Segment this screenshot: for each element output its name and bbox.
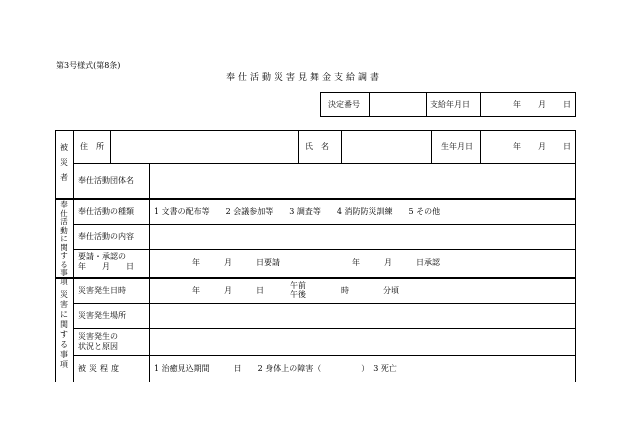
- activity-type-options[interactable]: 1 文書の配布等 2 会議参加等 3 調査等 4 消防防災訓練 5 その他: [154, 207, 441, 216]
- payment-year: 年: [513, 100, 521, 109]
- activity-content-label: 奉仕活動の内容: [78, 232, 134, 241]
- damage-degree-options[interactable]: 1 治癒見込期間 日 2 身体上の障害（ ） 3 死亡: [154, 364, 397, 373]
- name-field[interactable]: [343, 131, 430, 162]
- approval-date-label-2: 年 月 日: [78, 262, 134, 271]
- am-label: 午前: [290, 281, 306, 290]
- payment-month: 月: [538, 100, 546, 109]
- approval-date-label: 要請・承認の: [78, 252, 126, 261]
- activity-content-field[interactable]: [151, 226, 574, 248]
- payment-date-label: 支給年月日: [430, 100, 470, 109]
- payment-day: 日: [563, 100, 571, 109]
- dob-year: 年: [513, 142, 521, 151]
- form-number: 第3号様式(第8条): [56, 61, 121, 70]
- disaster-datetime-label: 災害発生日時: [78, 286, 126, 295]
- damage-degree-label: 被災程度: [78, 364, 122, 373]
- disaster-place-label: 災害発生場所: [78, 311, 126, 320]
- activity-section-label: 奉仕活動に関する事項: [60, 200, 68, 286]
- disaster-section-label: 災害に関する事項: [60, 290, 68, 369]
- dob-month: 月: [538, 142, 546, 151]
- name-label: 氏 名: [305, 142, 329, 151]
- disaster-cause-label-2: 状況と原因: [78, 342, 118, 351]
- dob-day: 日: [563, 142, 571, 151]
- activity-type-label: 奉仕活動の種類: [78, 207, 134, 216]
- approval-date-value[interactable]: 年 月 日要請 年 月 日承認: [192, 258, 440, 267]
- decision-no-label: 決定番号: [328, 100, 360, 109]
- hour-label: 時: [341, 286, 349, 295]
- decision-no-field[interactable]: [371, 93, 425, 115]
- dob-label: 生年月日: [441, 142, 473, 151]
- minute-label: 分頃: [383, 286, 399, 295]
- disaster-cause-field[interactable]: [151, 330, 574, 354]
- group-name-field[interactable]: [151, 165, 574, 197]
- victim-section-label: 被災者: [60, 143, 68, 182]
- disaster-date-value[interactable]: 年 月 日: [192, 286, 264, 295]
- pm-label: 午後: [290, 290, 306, 299]
- disaster-cause-label: 災害発生の: [78, 332, 118, 341]
- page-title: 奉仕活動災害見舞金支給調書: [226, 73, 383, 83]
- group-name-label: 奉仕活動団体名: [78, 176, 134, 185]
- address-field[interactable]: [112, 131, 297, 162]
- address-label: 住 所: [80, 142, 104, 151]
- disaster-place-field[interactable]: [151, 305, 574, 327]
